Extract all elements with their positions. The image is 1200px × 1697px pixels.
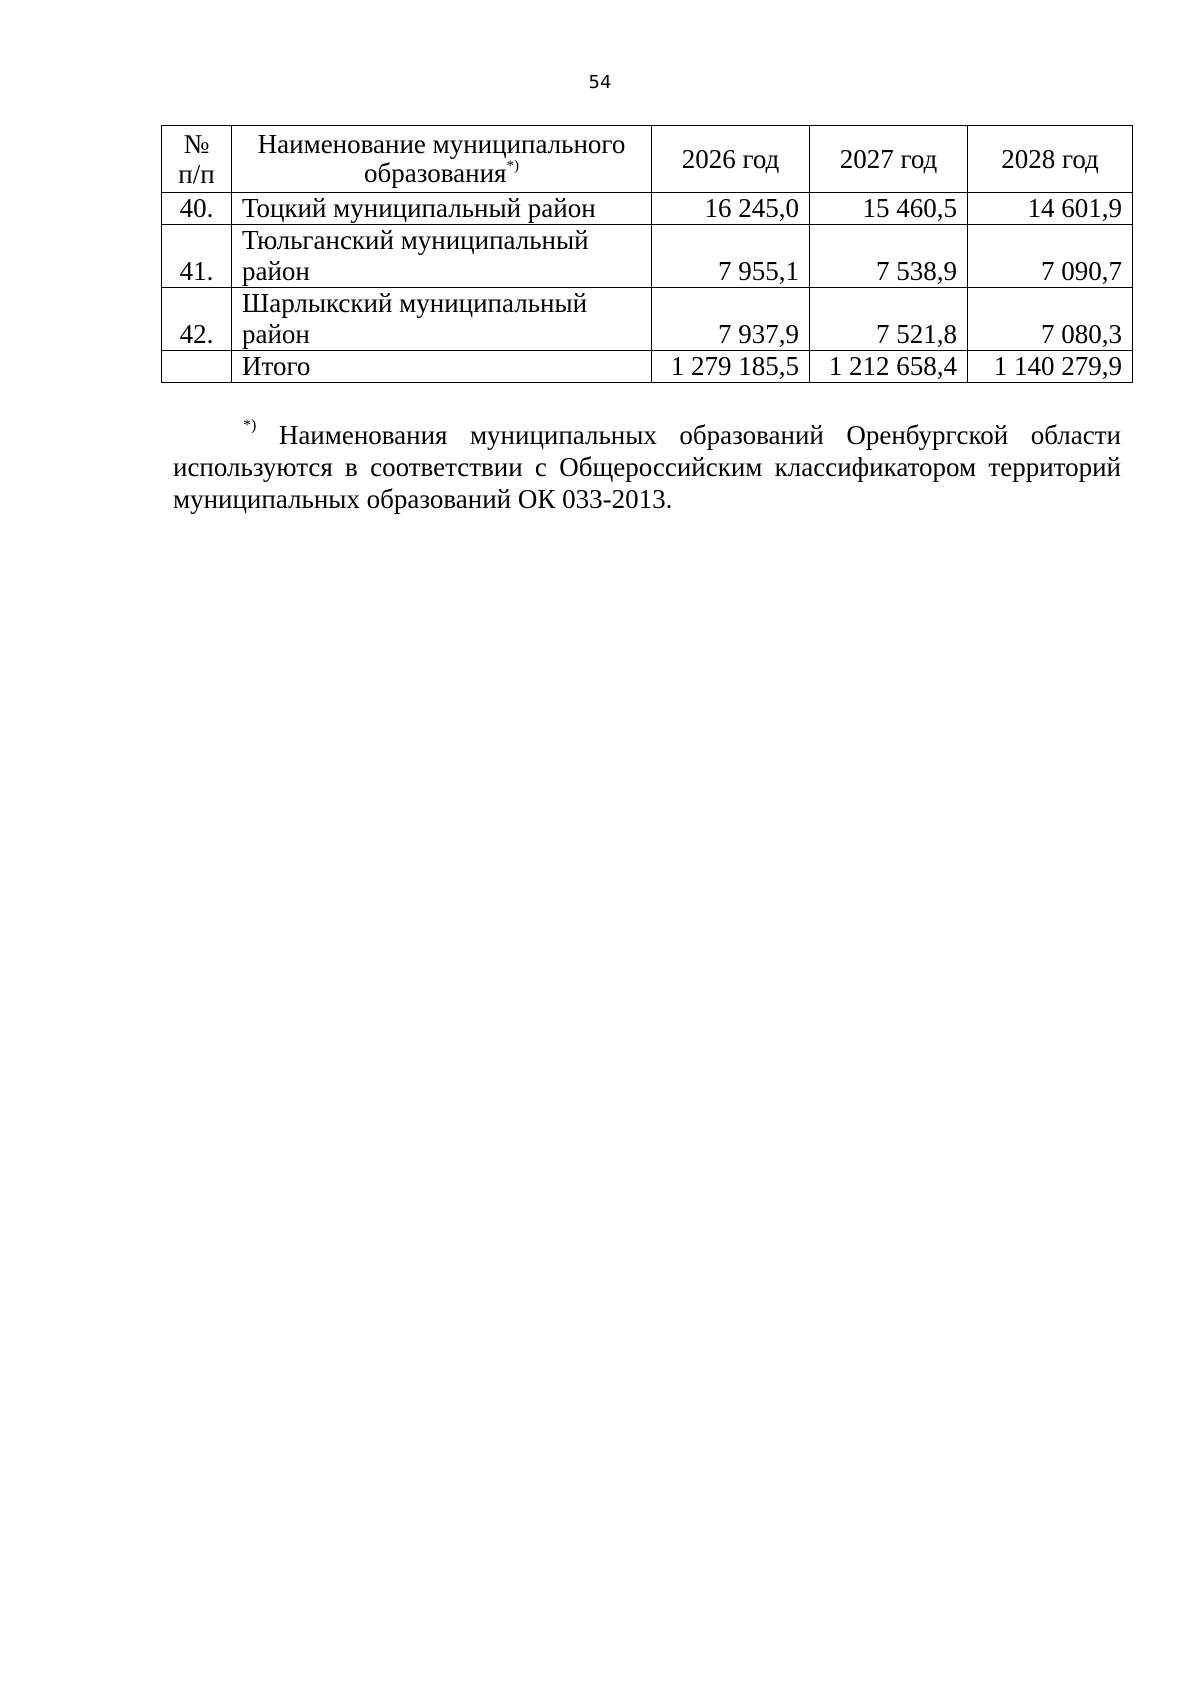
header-name-line1: Наименование муниципального [257,129,626,159]
header-number [162,126,232,193]
table-row [162,193,1133,225]
table-row [162,225,1133,288]
header-municipality-name [232,126,652,193]
footnote-mark: *) [243,417,257,434]
table-total-row [162,351,1133,383]
row-value-2027: 7 538,9 [810,225,968,288]
total-value-2027: 1 212 658,4 [810,351,968,383]
row-name: Тюльганский муниципальный район [232,225,652,288]
row-value-2028: 7 080,3 [968,288,1133,351]
row-value-2028: 14 601,9 [968,193,1133,225]
row-value-2027: 7 521,8 [810,288,968,351]
row-number: 42. [162,288,232,351]
row-value-2026: 16 245,0 [652,193,810,225]
budget-table [161,125,1133,383]
row-value-2026: 7 937,9 [652,288,810,351]
total-value-2028: 1 140 279,9 [968,351,1133,383]
table-row [162,288,1133,351]
header-2027: 2027 год [810,126,968,193]
header-2028: 2028 год [968,126,1133,193]
total-number-empty [162,351,232,383]
header-2026: 2026 год [652,126,810,193]
page-number: 54 [588,72,612,93]
footnote-text: Наименования муниципальных образований Оренбургской области используются в соответствии с Общероссийским классификатором территорий муниципальных образований ОК 033-2013. [173,420,1121,514]
total-label: Итого [232,351,652,383]
footnote [173,419,1121,515]
header-footnote-mark: *) [506,158,519,174]
header-name-line2: образования [364,158,507,188]
row-number: 40. [162,193,232,225]
row-value-2026: 7 955,1 [652,225,810,288]
row-name: Тоцкий муниципальный район [232,193,652,225]
header-number-symbol: № [183,129,210,159]
row-value-2027: 15 460,5 [810,193,968,225]
row-name: Шарлыкский муниципальный район [232,288,652,351]
total-value-2026: 1 279 185,5 [652,351,810,383]
row-number: 41. [162,225,232,288]
row-value-2028: 7 090,7 [968,225,1133,288]
table-header-row [162,126,1133,193]
header-number-abbr: п/п [178,159,215,189]
